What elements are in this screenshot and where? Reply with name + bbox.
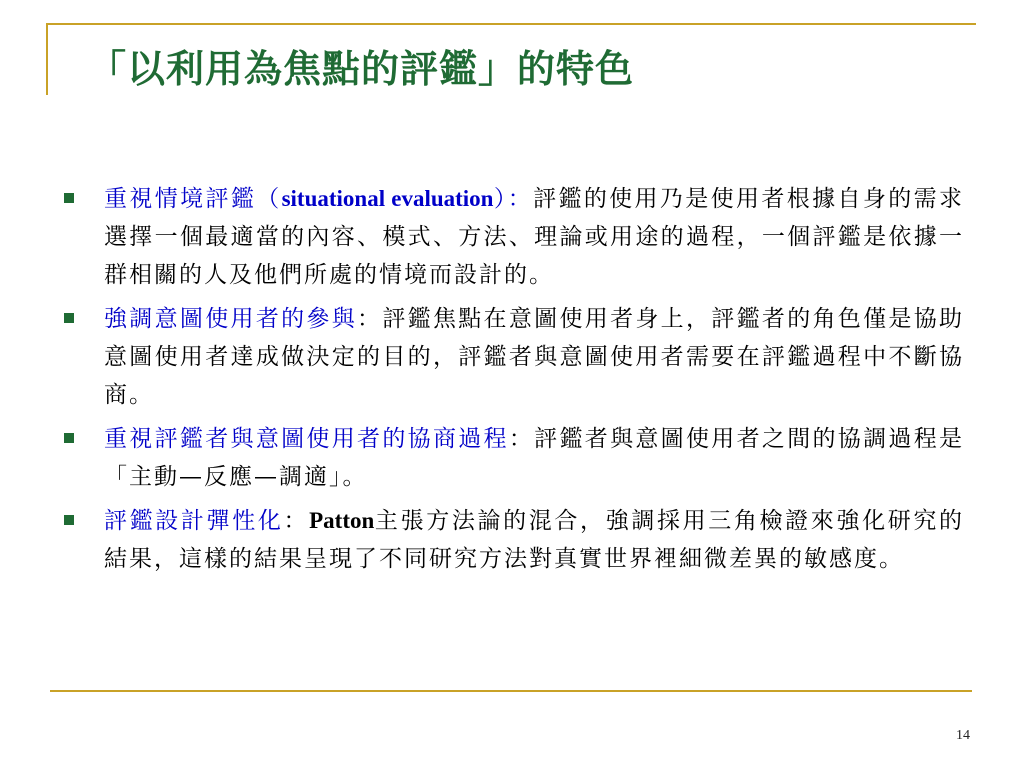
list-item-text: [104, 420, 964, 496]
square-bullet-icon: [64, 313, 74, 323]
item-body: 評鑑焦點在意圖使用者身上，評鑑者的角色僅是協助意圖使用者達成做決定的目的，評鑑者與意圖使用者需要在評鑑過程中不斷協商。: [104, 306, 965, 408]
list-item: [64, 300, 964, 414]
list-item-text: [104, 180, 964, 294]
slide-title: 「以利用為焦點的評鑑」的特色: [88, 46, 635, 91]
square-bullet-icon: [64, 433, 74, 443]
bottom-divider: [50, 690, 972, 692]
list-item: [64, 180, 964, 294]
left-divider: [46, 23, 48, 95]
item-body: 評鑑的使用乃是使用者根據自身的需求選擇一個最適當的內容、模式、方法、理論或用途的過程，一個評鑑是依據一群相關的人及他們所處的情境而設計的。: [104, 186, 964, 288]
list-item: [64, 420, 964, 496]
item-body-latin: Patton: [309, 508, 375, 533]
top-divider: [46, 23, 976, 25]
item-body: 評鑑者與意圖使用者之間的協調過程是「主動—反應—調適」。: [104, 426, 965, 490]
list-item-text: [104, 502, 964, 578]
list-item: [64, 502, 964, 578]
item-term: 重視情境評鑑（situational evaluation）：: [104, 186, 534, 212]
page-number: 14: [956, 728, 970, 743]
item-body: 主張方法論的混合，強調採用三角檢證來強化研究的結果，這樣的結果呈現了不同研究方法對真實世界裡細微差異的敏感度。: [104, 508, 965, 572]
item-term: 重視評鑑者與意圖使用者的協商過程: [104, 426, 509, 452]
item-separator: ：: [283, 508, 310, 534]
bullet-list: [64, 180, 964, 584]
item-term: 強調意圖使用者的參與: [104, 306, 358, 332]
square-bullet-icon: [64, 515, 74, 525]
item-separator: ：: [508, 426, 535, 452]
item-separator: ：: [357, 306, 383, 332]
square-bullet-icon: [64, 193, 74, 203]
list-item-text: [104, 300, 964, 414]
item-term: 評鑑設計彈性化: [104, 508, 284, 534]
